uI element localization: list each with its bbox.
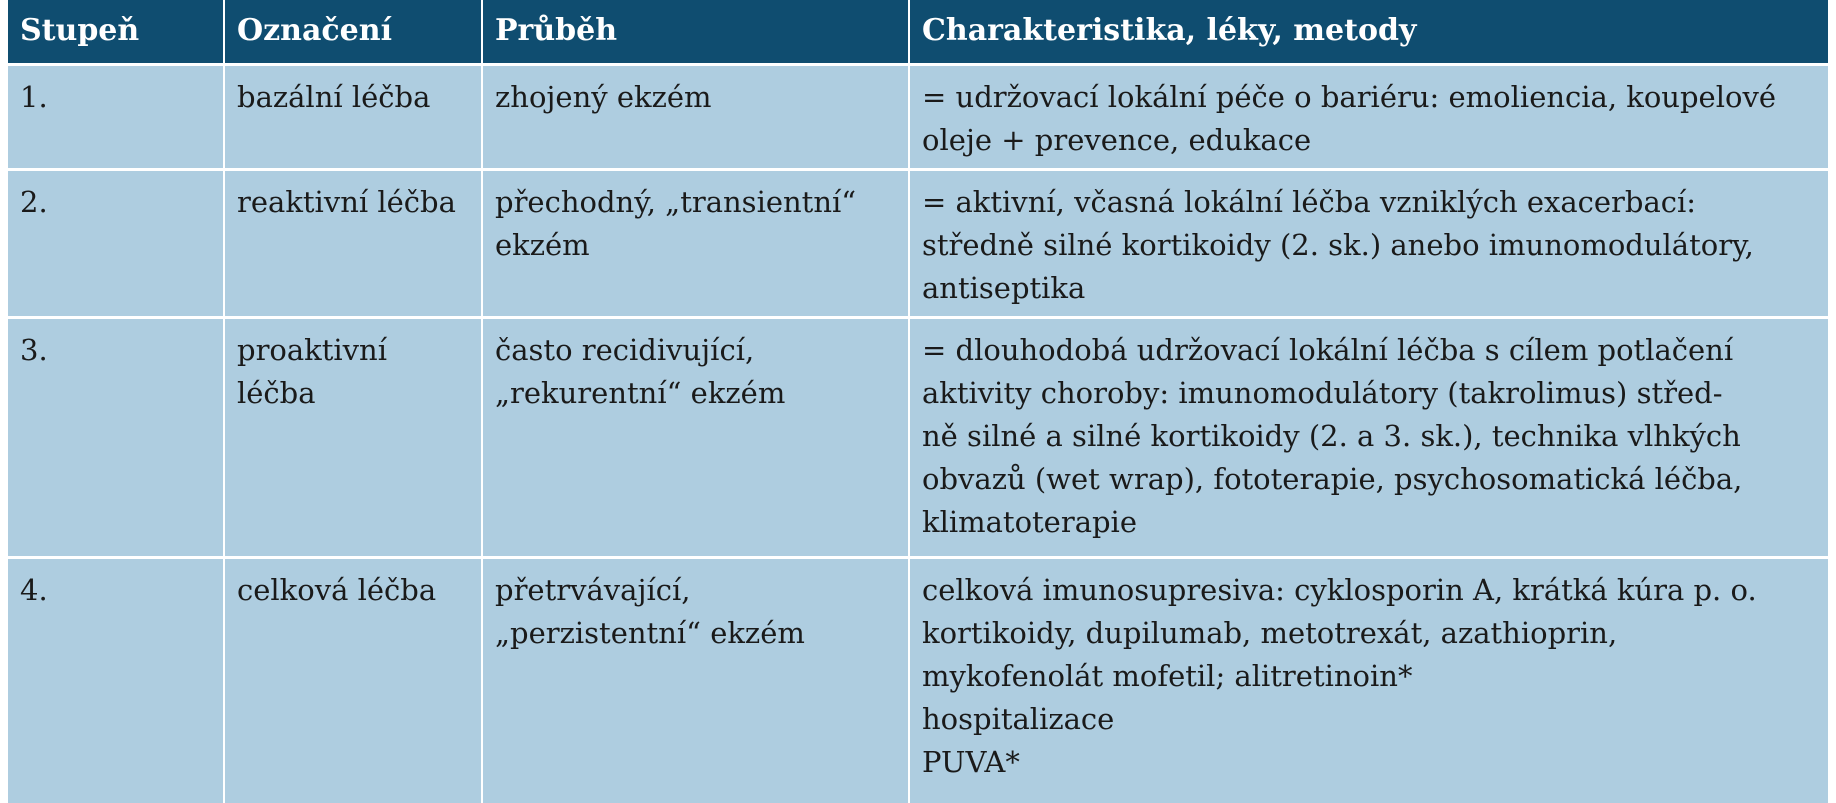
cell-text: přechodný, „transientní“	[495, 184, 857, 219]
cell-text: přetrvávající,	[495, 572, 691, 607]
cell-text: = udržovací lokální péče o bariéru: emoliencia, koupelové	[922, 79, 1776, 114]
cell-text: ně silné a silné kortikoidy (2. a 3. sk.), technika vlhkých	[922, 418, 1741, 453]
cell-text: antiseptika	[922, 270, 1086, 305]
cell-text: klimatoterapie	[922, 504, 1137, 539]
cell-text: PUVA*	[922, 744, 1020, 779]
table-row	[8, 169, 1828, 317]
cell-course	[482, 317, 909, 557]
cell-text: celková léčba	[237, 572, 437, 607]
cell-text: středně silné kortikoidy (2. sk.) anebo imunomodulátory,	[922, 227, 1754, 262]
cell-text: = dlouhodobá udržovací lokální léčba s cílem potlačení	[922, 332, 1734, 367]
cell-stage	[8, 169, 224, 317]
cell-designation	[224, 317, 482, 557]
cell-stage	[8, 557, 224, 803]
cell-text: oleje + prevence, edukace	[922, 122, 1312, 157]
table-body	[8, 64, 1828, 803]
cell-characteristics	[909, 64, 1828, 169]
cell-text: 1.	[20, 79, 48, 114]
cell-text: reaktivní léčba	[237, 184, 456, 219]
header-characteristics: Charakteristika, léky, metody	[922, 13, 1417, 49]
cell-characteristics	[909, 169, 1828, 317]
cell-text: celková imunosupresiva: cyklosporin A, krátká kúra p. o.	[922, 572, 1757, 607]
cell-characteristics	[909, 317, 1828, 557]
cell-text: bazální léčba	[237, 79, 431, 114]
cell-text: mykofenolát mofetil; alitretinoin*	[922, 658, 1413, 693]
cell-designation	[224, 169, 482, 317]
cell-designation	[224, 64, 482, 169]
cell-designation	[224, 557, 482, 803]
table-row	[8, 317, 1828, 557]
cell-text: 3.	[20, 332, 48, 367]
cell-text: hospitalizace	[922, 701, 1115, 736]
cell-text: proaktivní	[237, 332, 388, 367]
cell-course	[482, 64, 909, 169]
cell-text: obvazů (wet wrap), fototerapie, psychosomatická léčba,	[922, 461, 1743, 496]
cell-text: často recidivující,	[495, 332, 755, 367]
header-course: Průběh	[482, 0, 909, 64]
cell-text: 2.	[20, 184, 48, 219]
cell-stage	[8, 64, 224, 169]
table-container	[8, 0, 1828, 800]
header-stage: Stupeň	[8, 0, 224, 64]
cell-text: aktivity choroby: imunomodulátory (takrolimus) střed-	[922, 375, 1723, 410]
cell-course	[482, 169, 909, 317]
cell-characteristics	[909, 557, 1828, 803]
cell-text: 4.	[20, 572, 48, 607]
table-row	[8, 64, 1828, 169]
cell-course	[482, 557, 909, 803]
cell-text: kortikoidy, dupilumab, metotrexát, azathioprin,	[922, 615, 1618, 650]
treatment-stages-table	[8, 0, 1828, 803]
table-header	[8, 0, 1828, 64]
cell-text: léčba	[237, 375, 316, 410]
cell-stage	[8, 317, 224, 557]
cell-text: „perzistentní“ ekzém	[495, 615, 805, 650]
cell-text: „rekurentní“ ekzém	[495, 375, 786, 410]
cell-text: zhojený ekzém	[495, 79, 712, 114]
table-row	[8, 557, 1828, 803]
cell-text: ekzém	[495, 227, 590, 262]
header-designation: Označení	[224, 0, 482, 64]
header-row	[8, 0, 1828, 64]
cell-text: = aktivní, včasná lokální léčba vzniklých exacerbací:	[922, 184, 1697, 219]
